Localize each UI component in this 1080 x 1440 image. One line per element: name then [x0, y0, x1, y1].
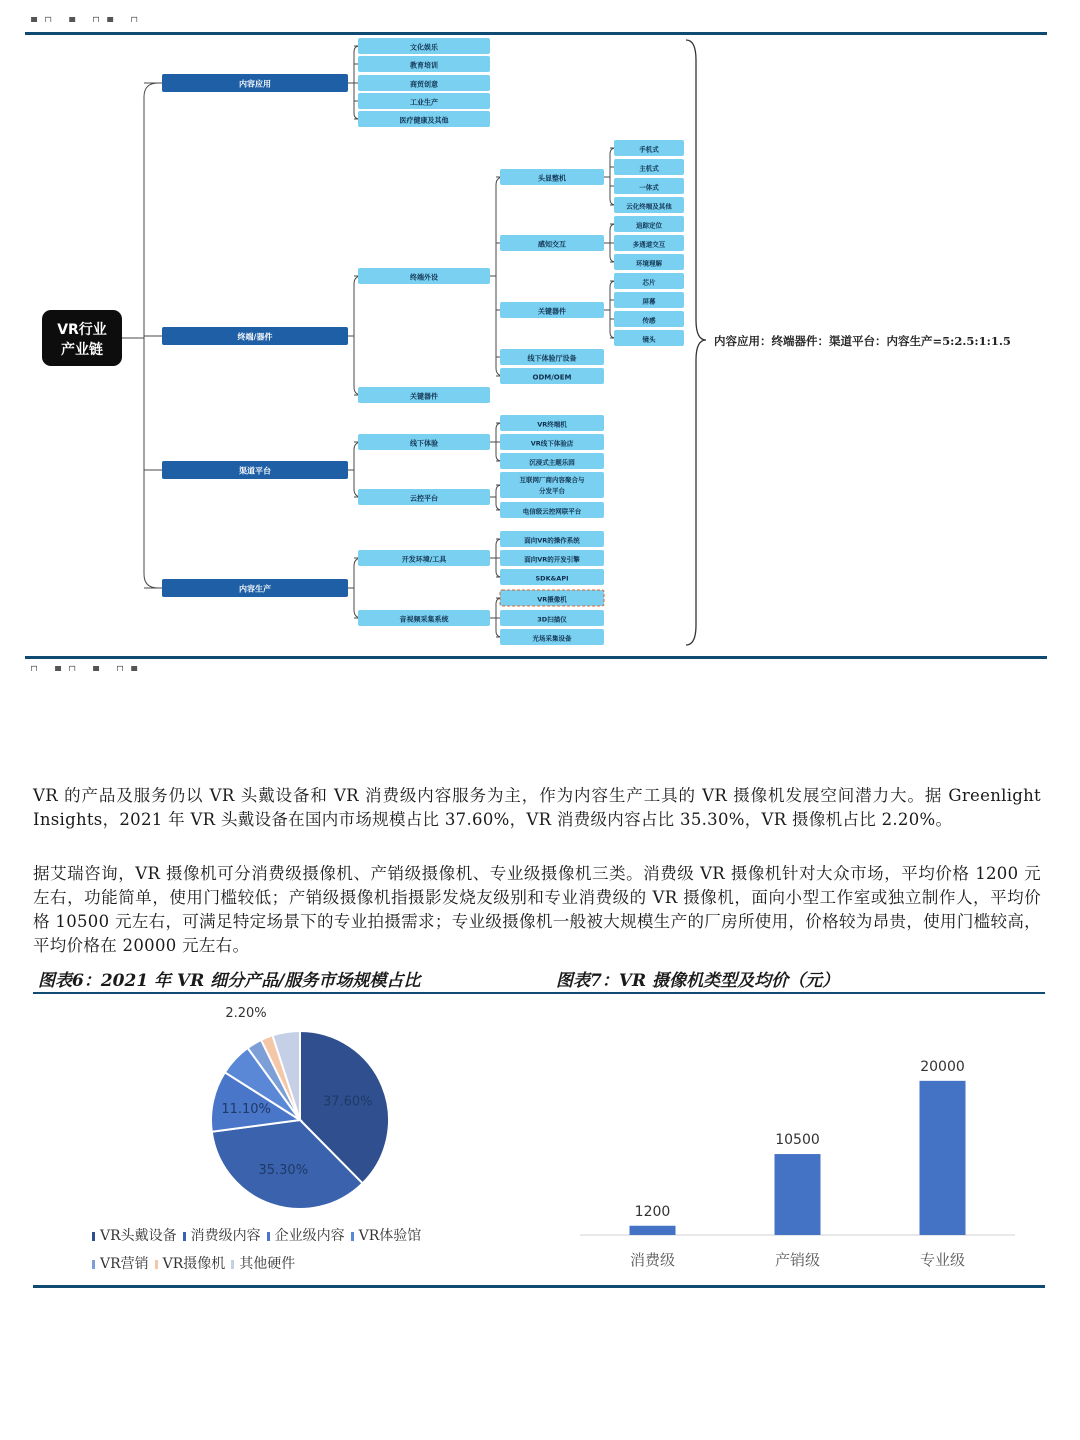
interaction-type-node [614, 216, 684, 232]
headset-type-node [614, 140, 684, 156]
svg-text:多通道交互: 多通道交互 [632, 240, 666, 249]
svg-text:云控平台: 云控平台 [410, 494, 438, 503]
paragraph-2: 据艾瑞咨询，VR 摄像机可分消费级摄像机、产销级摄像机、专业级摄像机三类。消费级 VR 摄像机针对大众市场，平均价格 1200 元左右，功能简单，使用门槛较低；产销级摄像机指摄影发烧友级别和专业消费级的 VR 摄像机，面向小型工作室或独立制作人，平均价格 10500 元左右，可满足特定场景下的专业拍摄需求；专业级摄像机一般被大规模生产的厂房所使用，价格较为昂贵，使用门槛较高，平均价格在 20000 元左右。 [33, 864, 1041, 955]
svg-text:SDK&API: SDK&API [535, 574, 569, 583]
pie-chart [30, 1000, 530, 1230]
bottom-rule [33, 1285, 1045, 1288]
production-l3-node [500, 569, 604, 585]
svg-text:分发平台: 分发平台 [539, 487, 565, 495]
channel-l3-node [500, 453, 604, 469]
svg-text:线下体验厅设备: 线下体验厅设备 [527, 354, 577, 363]
svg-text:头显整机: 头显整机 [538, 174, 566, 183]
terminal-l3-node [500, 349, 604, 365]
legend-swatch [183, 1232, 186, 1241]
svg-text:电信级云控网联平台: 电信级云控网联平台 [522, 507, 582, 516]
bar-data-label: 1200 [634, 1203, 671, 1220]
svg-text:开发环境/工具: 开发环境/工具 [401, 555, 447, 564]
svg-text:VR终端机: VR终端机 [537, 420, 567, 429]
bar [775, 1154, 821, 1235]
svg-text:商贸创意: 商贸创意 [410, 80, 438, 89]
diagram-bottom-rule [25, 656, 1047, 659]
svg-text:终端/器件: 终端/器件 [237, 332, 273, 342]
svg-text:云化终端及其他: 云化终端及其他 [626, 202, 672, 211]
svg-text:环境理解: 环境理解 [636, 259, 662, 268]
industry-chain-diagram [0, 0, 1080, 660]
bar-category-label: 消费级 [629, 1251, 676, 1269]
svg-text:面向VR的操作系统: 面向VR的操作系统 [524, 536, 580, 545]
svg-text:医疗健康及其他: 医疗健康及其他 [399, 116, 449, 125]
content-app-node [358, 38, 490, 54]
clipped-source-text: ▫ ▪▫ ▪ ▫▪ [30, 661, 145, 671]
production-l3-node [500, 550, 604, 566]
pie-legend-item: VR体验馆 [351, 1228, 422, 1244]
bar-chart [570, 1025, 1040, 1275]
legend-swatch [231, 1260, 234, 1269]
terminal-l2-node [358, 268, 490, 284]
root-node [42, 310, 122, 366]
headset-type-node [614, 178, 684, 194]
headset-type-node [614, 159, 684, 175]
svg-text:芯片: 芯片 [642, 278, 656, 287]
legend-swatch [92, 1260, 95, 1269]
figure-6-title: 图表6：2021 年 VR 细分产品/服务市场规模占比 [38, 971, 421, 991]
svg-text:主机式: 主机式 [639, 164, 659, 173]
pie-legend-item: 企业级内容 [267, 1228, 345, 1244]
figure-7-title: 图表7：VR 摄像机类型及均价（元） [556, 971, 840, 991]
svg-text:一体式: 一体式 [639, 183, 659, 192]
svg-text:镜头: 镜头 [642, 335, 656, 344]
pie-legend-item: VR营销 [92, 1256, 149, 1272]
svg-text:VR摄像机: VR摄像机 [537, 595, 567, 604]
bar-category-label: 产销级 [774, 1251, 821, 1269]
paragraph-1: VR 的产品及服务仍以 VR 头戴设备和 VR 消费级内容服务为主，作为内容生产工具的 VR 摄像机发展空间潜力大。据 Greenlight Insights，2021 年 VR 头戴设备在国内市场规模占比 37.60%，VR 消费级内容占比 35.30%，VR 摄像机占比 2.20%。 [33, 786, 1041, 829]
channel-l3-node [500, 434, 604, 450]
pie-legend [92, 1222, 492, 1278]
terminal-l3-node [500, 302, 604, 318]
svg-text:追踪定位: 追踪定位 [636, 221, 662, 230]
component-type-node [614, 330, 684, 346]
svg-text:内容生产: 内容生产 [239, 584, 271, 594]
legend-swatch [155, 1260, 158, 1269]
svg-text:手机式: 手机式 [639, 145, 659, 154]
svg-text:互联网厂商内容聚合与: 互联网厂商内容聚合与 [519, 476, 585, 484]
vr-camera-node-highlighted [500, 590, 604, 606]
level1-node [162, 579, 348, 597]
headset-type-node [614, 197, 684, 213]
component-type-node [614, 273, 684, 289]
svg-text:关键器件: 关键器件 [410, 392, 438, 401]
pie-legend-item: VR摄像机 [155, 1256, 226, 1272]
content-app-node [358, 56, 490, 72]
ratio-note: 内容应用：终端器件：渠道平台：内容生产=5:2.5:1:1.5 [714, 334, 1011, 348]
bar-data-label: 10500 [775, 1132, 820, 1149]
curly-brace [686, 40, 706, 645]
svg-text:产业链: 产业链 [61, 342, 103, 358]
content-app-node [358, 93, 490, 109]
interaction-type-node [614, 235, 684, 251]
pie-legend-item: VR头戴设备 [92, 1228, 177, 1244]
svg-text:VR行业: VR行业 [57, 322, 107, 338]
level1-node [162, 327, 348, 345]
pie-data-label: 35.30% [258, 1162, 309, 1178]
content-app-node [358, 111, 490, 127]
svg-text:内容应用: 内容应用 [239, 79, 271, 89]
terminal-l3-node [500, 169, 604, 185]
svg-text:渠道平台: 渠道平台 [239, 466, 271, 476]
channel-l3-node [500, 415, 604, 431]
component-type-node [614, 292, 684, 308]
bar-data-label: 20000 [920, 1058, 965, 1075]
pie-legend-item: 其他硬件 [231, 1256, 295, 1272]
production-l3-node [500, 610, 604, 626]
channel-l3-node [500, 502, 604, 518]
svg-text:ODM/OEM: ODM/OEM [532, 373, 572, 382]
legend-swatch [351, 1232, 354, 1241]
terminal-l3-node [500, 235, 604, 251]
svg-text:感知交互: 感知交互 [538, 240, 566, 249]
channel-l2-node [358, 489, 490, 505]
pie-data-label: 2.20% [225, 1005, 267, 1021]
clipped-header-text: ▪▫ ▪ ▫▪ ▫ [30, 12, 145, 22]
component-type-node [614, 311, 684, 327]
svg-text:终端外设: 终端外设 [410, 273, 438, 282]
production-l2-node [358, 610, 490, 626]
legend-swatch [92, 1232, 95, 1241]
svg-text:传感: 传感 [642, 316, 656, 325]
svg-text:屏幕: 屏幕 [642, 297, 656, 306]
pie-legend-item: 消费级内容 [183, 1228, 261, 1244]
bar [630, 1226, 676, 1235]
svg-text:3D扫描仪: 3D扫描仪 [537, 615, 567, 624]
svg-text:音视频采集系统: 音视频采集系统 [399, 615, 449, 624]
production-l2-node [358, 550, 490, 566]
legend-swatch [267, 1232, 270, 1241]
interaction-type-node [614, 254, 684, 270]
bar [920, 1081, 966, 1235]
pie-data-label: 11.10% [221, 1102, 271, 1118]
terminal-l3-node [500, 368, 604, 384]
level1-node [162, 461, 348, 479]
svg-text:沉浸式主题乐园: 沉浸式主题乐园 [529, 458, 575, 467]
svg-text:教育培训: 教育培训 [410, 61, 438, 70]
svg-text:文化娱乐: 文化娱乐 [410, 43, 438, 52]
production-l3-node [500, 629, 604, 645]
level1-node [162, 74, 348, 92]
pie-data-label: 37.60% [322, 1094, 373, 1110]
content-app-node [358, 75, 490, 91]
bar-category-label: 专业级 [919, 1251, 966, 1269]
svg-text:VR线下体验店: VR线下体验店 [530, 439, 574, 448]
svg-text:线下体验: 线下体验 [410, 439, 438, 448]
svg-text:工业生产: 工业生产 [410, 98, 438, 107]
figure-title-rule [33, 992, 1045, 994]
production-l3-node [500, 531, 604, 547]
channel-l3-node [500, 472, 604, 498]
svg-text:关键器件: 关键器件 [538, 307, 566, 316]
channel-l2-node [358, 434, 490, 450]
terminal-l2-node [358, 387, 490, 403]
svg-text:面向VR的开发引擎: 面向VR的开发引擎 [524, 555, 580, 564]
svg-text:光场采集设备: 光场采集设备 [532, 634, 572, 643]
